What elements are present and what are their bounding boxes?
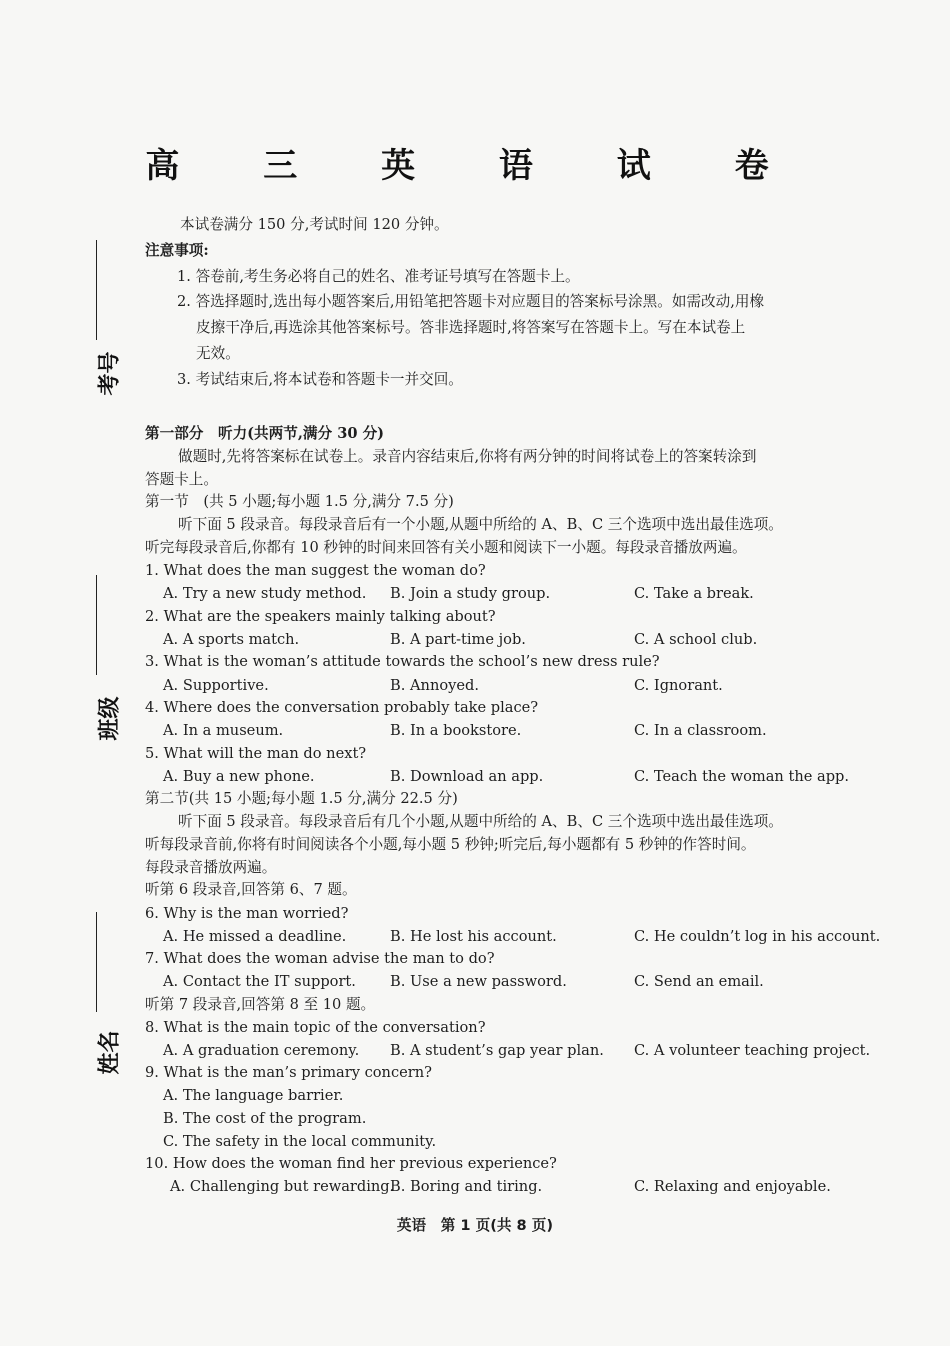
question-stem: 3. What is the woman’s attitude towards the school’s new dress rule? <box>145 653 660 670</box>
question-stem: 10. How does the woman find her previous experience? <box>145 1155 557 1172</box>
notice-line: 无效。 <box>196 345 240 362</box>
page-title: 高 三 英 语 试 卷 <box>145 146 805 186</box>
question-stem: 2. What are the speakers mainly talking about? <box>145 608 496 625</box>
side-rule <box>96 240 97 340</box>
option-a: A. Try a new study method. <box>163 585 367 602</box>
segment-label: 听第 6 段录音,回答第 6、7 题。 <box>145 881 357 898</box>
option-b: B. Annoyed. <box>390 677 479 694</box>
question-stem: 9. What is the man’s primary concern? <box>145 1064 432 1081</box>
side-rule <box>96 912 97 1012</box>
instruction-line: 每段录音播放两遍。 <box>145 859 277 876</box>
notice-line: 皮擦干净后,再选涂其他答案标号。答非选择题时,将答案写在答题卡上。写在本试卷上 <box>196 319 746 336</box>
side-label: 考号 <box>97 351 123 396</box>
segment-label: 听第 7 段录音,回答第 8 至 10 题。 <box>145 996 376 1013</box>
question-stem: 5. What will the man do next? <box>145 745 367 762</box>
option-b: B. A part-time job. <box>390 631 526 648</box>
option-a: A. Buy a new phone. <box>163 768 315 785</box>
option-a: A. He missed a deadline. <box>163 928 347 945</box>
option-c: C. The safety in the local community. <box>163 1133 437 1150</box>
option-a: A. Supportive. <box>163 677 269 694</box>
section-heading: 第二节(共 15 小题;每小题 1.5 分,满分 22.5 分) <box>145 790 458 807</box>
option-b: B. He lost his account. <box>390 928 557 945</box>
option-c: C. A school club. <box>634 631 758 648</box>
option-b: B. Use a new password. <box>390 973 567 990</box>
option-a: A. A sports match. <box>163 631 300 648</box>
notice-line: 1. 答卷前,考生务必将自己的姓名、准考证号填写在答题卡上。 <box>177 268 580 285</box>
option-b: B. A student’s gap year plan. <box>390 1042 604 1059</box>
question-stem: 7. What does the woman advise the man to do? <box>145 950 495 967</box>
option-a: A. A graduation ceremony. <box>163 1042 360 1059</box>
notice-line: 3. 考试结束后,将本试卷和答题卡一并交回。 <box>177 371 463 388</box>
notice-line: 2. 答选择题时,选出每小题答案后,用铅笔把答题卡对应题目的答案标号涂黑。如需改动,用橡 <box>177 293 765 310</box>
question-stem: 1. What does the man suggest the woman do? <box>145 562 486 579</box>
side-label: 姓名 <box>97 1030 123 1075</box>
option-b: B. In a bookstore. <box>390 722 522 739</box>
option-c: C. In a classroom. <box>634 722 767 739</box>
question-stem: 6. Why is the man worried? <box>145 905 349 922</box>
question-stem: 4. Where does the conversation probably take place? <box>145 699 539 716</box>
option-a: A. Challenging but rewarding. <box>170 1178 395 1195</box>
option-a: A. In a museum. <box>163 722 284 739</box>
side-rule <box>96 575 97 675</box>
question-stem: 8. What is the main topic of the conversation? <box>145 1019 486 1036</box>
page-footer: 英语 第 1 页(共 8 页) <box>396 1217 554 1234</box>
option-c: C. Relaxing and enjoyable. <box>634 1178 831 1195</box>
intro-text: 本试卷满分 150 分,考试时间 120 分钟。 <box>180 216 449 233</box>
option-c: C. He couldn’t log in his account. <box>634 928 881 945</box>
option-b: B. The cost of the program. <box>163 1110 367 1127</box>
option-c: C. Take a break. <box>634 585 754 602</box>
notice-heading: 注意事项: <box>145 242 209 259</box>
option-b: B. Join a study group. <box>390 585 551 602</box>
side-label: 班级 <box>97 696 123 741</box>
instruction-line: 听完每段录音后,你都有 10 秒钟的时间来回答有关小题和阅读下一小题。每段录音播放两遍。 <box>145 539 747 556</box>
option-a: A. The language barrier. <box>163 1087 344 1104</box>
option-c: C. Ignorant. <box>634 677 723 694</box>
option-a: A. Contact the IT support. <box>163 973 356 990</box>
side-field-exam-number <box>80 240 123 400</box>
instruction-line: 做题时,先将答案标在试卷上。录音内容结束后,你将有两分钟的时间将试卷上的答案转涂到 <box>178 448 757 465</box>
instruction-line: 答题卡上。 <box>145 471 218 488</box>
instruction-line: 听下面 5 段录音。每段录音后有几个小题,从题中所给的 A、B、C 三个选项中选出最佳选项。 <box>178 813 783 830</box>
option-b: B. Download an app. <box>390 768 544 785</box>
instruction-line: 听每段录音前,你将有时间阅读各个小题,每小题 5 秒钟;听完后,每小题都有 5 秒钟的作答时间。 <box>145 836 756 853</box>
section-heading: 第一节 (共 5 小题;每小题 1.5 分,满分 7.5 分) <box>145 493 454 510</box>
option-c: C. Send an email. <box>634 973 764 990</box>
option-b: B. Boring and tiring. <box>390 1178 543 1195</box>
part-heading: 第一部分 听力(共两节,满分 30 分) <box>145 425 385 442</box>
side-field-name <box>80 912 123 1082</box>
side-field-class <box>80 575 123 745</box>
option-c: C. A volunteer teaching project. <box>634 1042 871 1059</box>
instruction-line: 听下面 5 段录音。每段录音后有一个小题,从题中所给的 A、B、C 三个选项中选出最佳选项。 <box>178 516 783 533</box>
option-c: C. Teach the woman the app. <box>634 768 850 785</box>
